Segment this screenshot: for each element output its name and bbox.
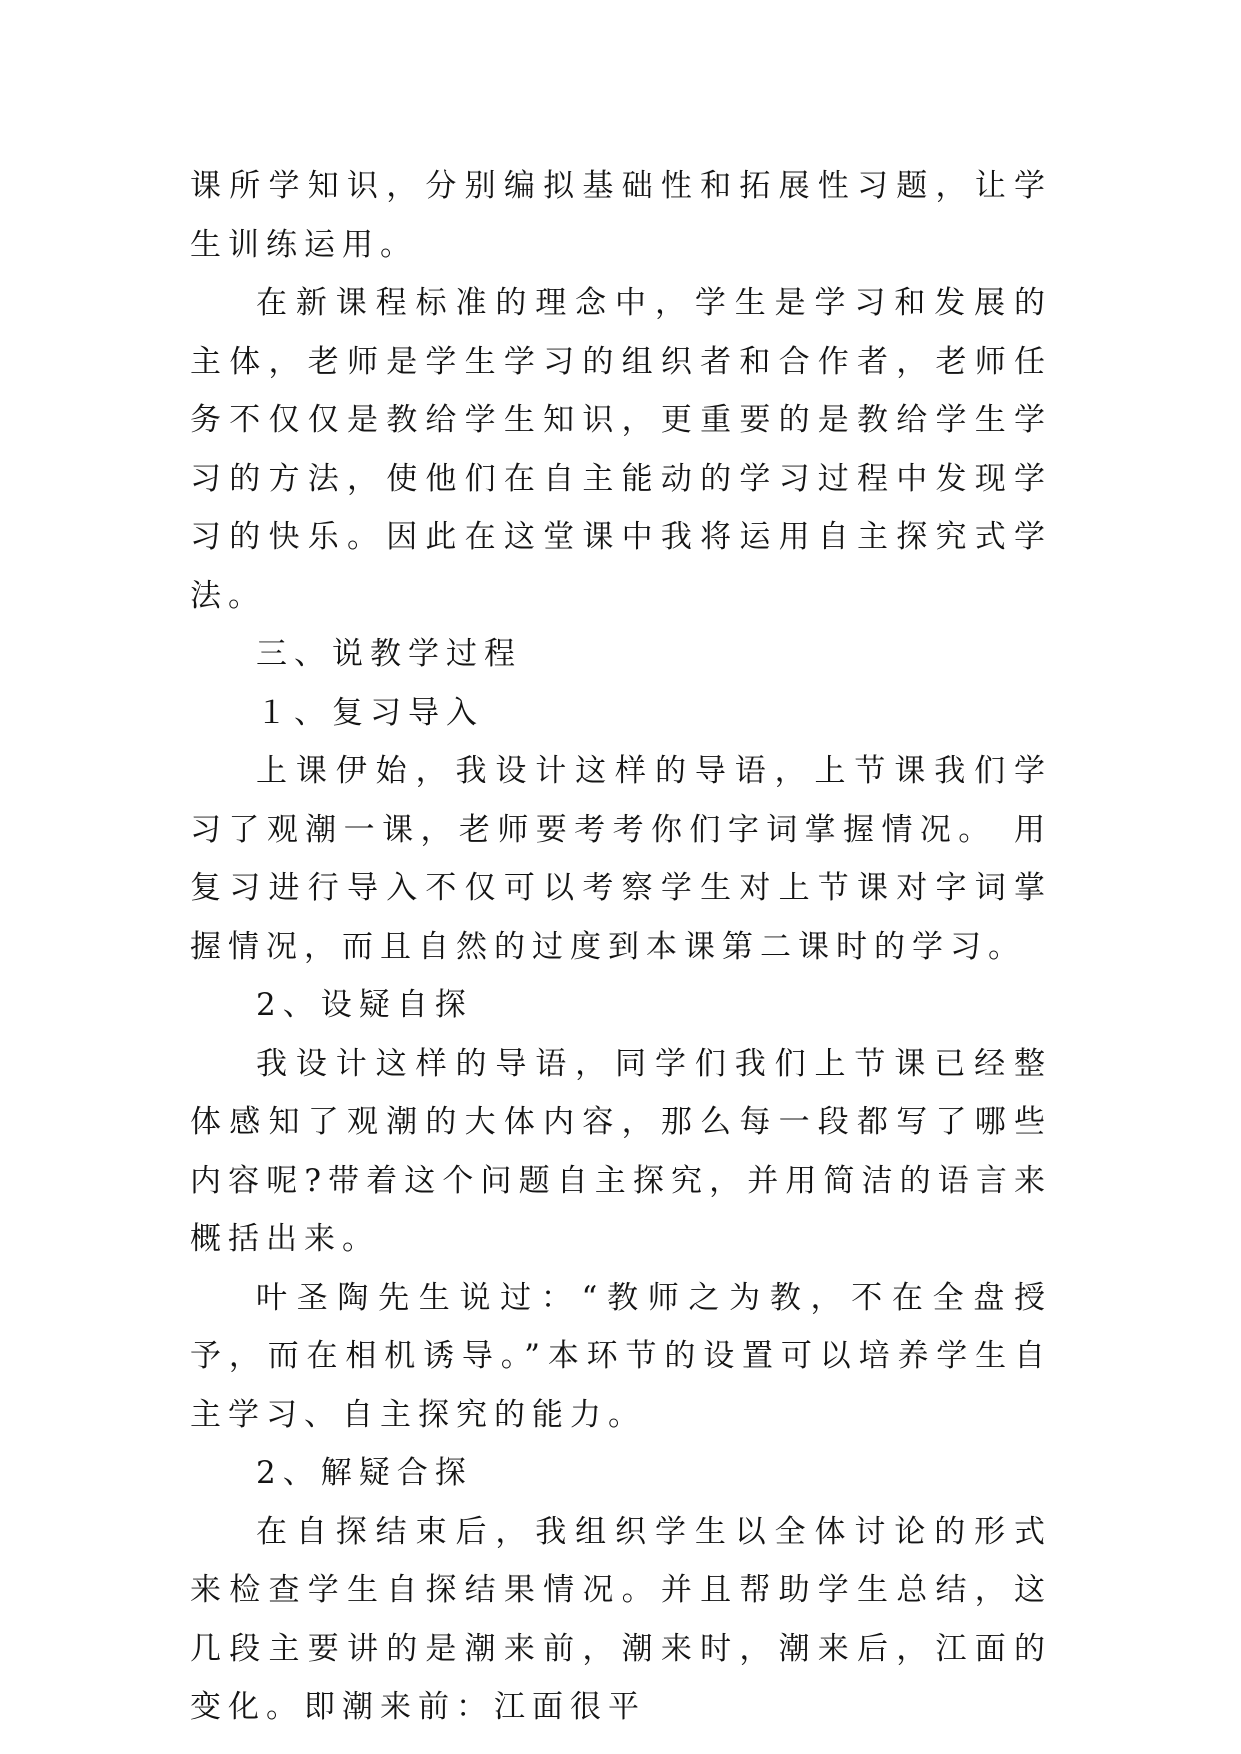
- paragraph-self-explore: 我设计这样的导语，同学们我们上节课已经整体感知了观潮的大体内容，那么每一段都写了哪些内容呢?带着这个问题自主探究，并用简洁的语言来概括出来。: [190, 1045, 1052, 1257]
- paragraph-learning-philosophy: 在新课程标准的理念中，学生是学习和发展的主体，老师是学生学习的组织者和合作者，老师任务不仅仅是教给学生知识，更重要的是教给学生学习的方法，使他们在自主能动的学习过程中发现学习的快乐。因此在这堂课中我将运用自主探究式学法。: [190, 285, 1052, 614]
- subheading-review-intro: １、复习导入: [256, 694, 484, 731]
- paragraph-quote: 叶圣陶先生说过：“教师之为教，不在全盘授予，而在相机诱导。”本环节的设置可以培养学生自主学习、自主探究的能力。: [190, 1279, 1052, 1433]
- subheading-self-explore: 2、设疑自探: [256, 987, 473, 1023]
- body-text: [190, 157, 1052, 1737]
- section-heading-teaching-process: 三、说教学过程: [256, 636, 522, 672]
- paragraph-review-intro: 上课伊始，我设计这样的导语，上节课我们学习了观潮一课，老师要考考你们字词掌握情况。 用复习进行导入不仅可以考察学生对上节课对字词掌握情况，而且自然的过度到本课第二课时的学习。: [190, 753, 1052, 965]
- paragraph-joint-explore: 在自探结束后，我组织学生以全体讨论的形式来检查学生自探结果情况。并且帮助学生总结，这几段主要讲的是潮来前，潮来时，潮来后，江面的变化。即潮来前：江面很平: [190, 1513, 1052, 1725]
- paragraph-continued: 课所学知识，分别编拟基础性和拓展性习题，让学生训练运用。: [190, 168, 1052, 263]
- subheading-joint-explore: 2、解疑合探: [256, 1455, 473, 1491]
